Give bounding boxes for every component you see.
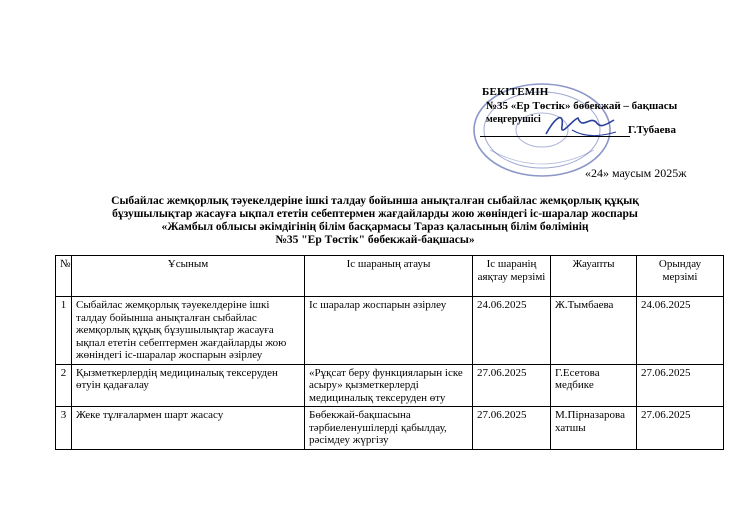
row-recommendation: Сыбайлас жемқорлық тәуекелдеріне ішкі талдау бойынша анықталған сыбайлас жемқорлық құқық бұзушылықтар жасауға ықпал ететін себептермен жағдайларды жою жөніндегі іс-шаралар жоспарын әзірлеу	[72, 297, 305, 365]
row-recommendation: Жеке тұлғалармен шарт жасасу	[72, 407, 305, 450]
row-responsible: М.Пірназарова хатшы	[551, 407, 637, 450]
row-event: Іс шаралар жоспарын әзірлеу	[305, 297, 473, 365]
header-responsible: Жауапты	[551, 256, 637, 297]
header-event: Іс шараның атауы	[305, 256, 473, 297]
header-recommendation: Ұсыным	[72, 256, 305, 297]
approval-name: Г.Тубаева	[628, 124, 676, 136]
header-number: №	[56, 256, 72, 297]
header-execution: Орындау мерзімі	[637, 256, 724, 297]
title-line: Сыбайлас жемқорлық тәуекелдеріне ішкі талдау бойынша анықталған сыбайлас жемқорлық құқық	[111, 195, 639, 207]
approval-block	[470, 80, 730, 180]
row-event: Бөбекжай-бақшасына тәрбиеленушілерді қабылдау, рәсімдеу жүргізу	[305, 407, 473, 450]
row-responsible: Г.Есетова медбике	[551, 364, 637, 407]
document-date: «24» маусым 2025ж	[585, 166, 687, 180]
row-execution: 27.06.2025	[637, 364, 724, 407]
approval-organization: №35 «Ер Төстік» бөбекжай – бақшасы	[486, 100, 678, 112]
title-line: №35 "Ер Төстік" бөбекжай-бақшасы»	[275, 234, 475, 246]
row-execution: 27.06.2025	[637, 407, 724, 450]
row-responsible: Ж.Тымбаева	[551, 297, 637, 365]
table-row	[56, 407, 724, 450]
row-recommendation: Қызметкерлердің медициналық тексеруден өтуін қадағалау	[72, 364, 305, 407]
row-deadline: 24.06.2025	[473, 297, 551, 365]
title-line: «Жамбыл облысы әкімдігінің білім басқармасы Тараз қаласының білім бөлімінің	[161, 221, 589, 233]
row-deadline: 27.06.2025	[473, 407, 551, 450]
header-deadline: Іс шаранің аяқтау мерзімі	[473, 256, 551, 297]
approval-role: меңгерушісі	[486, 114, 541, 125]
table-header-row	[56, 256, 724, 297]
row-number: 2	[56, 364, 72, 407]
row-deadline: 27.06.2025	[473, 364, 551, 407]
table-row	[56, 297, 724, 365]
document-title	[60, 195, 690, 247]
row-event: «Рұқсат беру функцияларын іске асыру» қызметкерлерді медициналық тексеруден өту	[305, 364, 473, 407]
table-row	[56, 364, 724, 407]
signature-line	[480, 136, 630, 137]
row-number: 1	[56, 297, 72, 365]
approval-title: БЕКІТЕМІН	[482, 86, 549, 98]
signature-icon	[542, 108, 622, 144]
row-execution: 24.06.2025	[637, 297, 724, 365]
title-line: бұзушылықтар жасауға ықпал ететін себептермен жағдайларды жою жөніндегі іс-шаралар жоспары	[112, 208, 638, 220]
row-number: 3	[56, 407, 72, 450]
action-plan-table	[55, 255, 724, 450]
